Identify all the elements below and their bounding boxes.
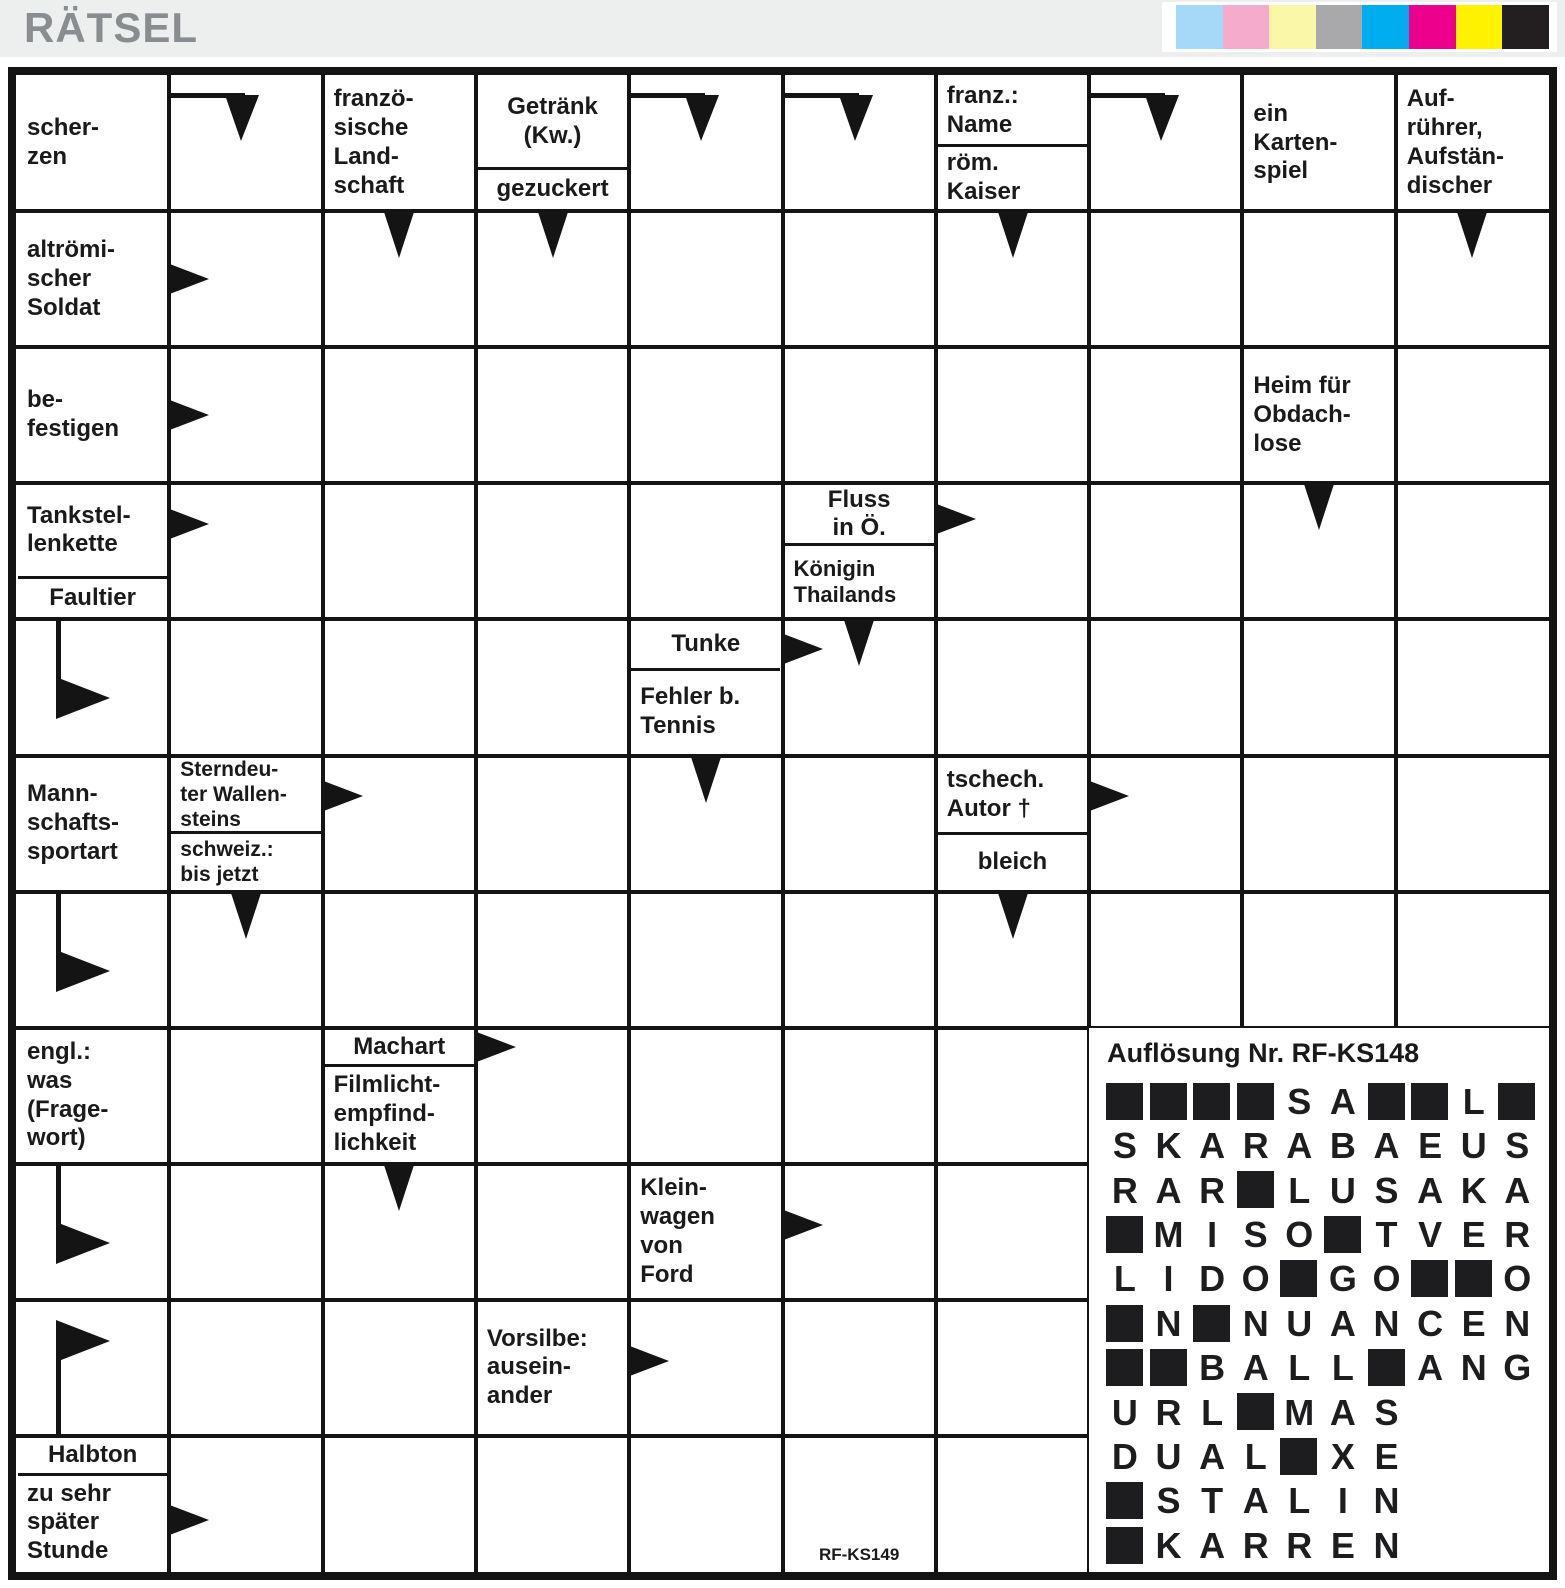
solution-black-square — [1280, 1260, 1317, 1297]
clue-cell — [18, 1030, 167, 1162]
clue-cell — [18, 758, 167, 890]
clue-line: (Frage- — [27, 1095, 109, 1123]
solution-letter: E — [1330, 1524, 1355, 1566]
clue-line: Klein- — [640, 1174, 707, 1202]
solution-grid — [1103, 1080, 1539, 1568]
solution-black-square — [1368, 1349, 1405, 1386]
solution-letter: O — [1503, 1258, 1532, 1300]
clue-text — [938, 758, 1087, 833]
solution-letter: G — [1503, 1347, 1532, 1389]
clue-line: lenkette — [27, 530, 118, 558]
solution-letter: A — [1242, 1480, 1269, 1522]
solution-letter: K — [1155, 1524, 1182, 1566]
solution-letter: O — [1372, 1258, 1401, 1300]
clue-text — [18, 1476, 167, 1570]
color-patch — [1362, 5, 1409, 49]
solution-letter: K — [1460, 1169, 1487, 1211]
clue-line: Stunde — [27, 1537, 109, 1565]
clue-line: Getränk — [507, 93, 598, 121]
clue-text — [18, 1438, 167, 1473]
clue-text — [938, 147, 1087, 209]
clue-line: gezuckert — [496, 175, 609, 203]
grid-line — [16, 1434, 1089, 1438]
solution-letter: S — [1374, 1169, 1399, 1211]
solution-letter: I — [1163, 1258, 1174, 1300]
clue-line: Machart — [353, 1032, 446, 1060]
solution-black-square — [1150, 1349, 1187, 1386]
arrow-down-then-right-icon — [16, 619, 116, 729]
clue-line: Sterndeu- — [180, 757, 279, 781]
arrow-down-then-right-icon — [16, 892, 116, 1002]
clue-line: Filmlicht- — [333, 1071, 441, 1099]
solution-letter: A — [1417, 1169, 1444, 1211]
clue-line: später — [27, 1508, 100, 1536]
clue-line: Tunke — [671, 630, 741, 658]
clue-text — [325, 1067, 474, 1161]
solution-letter: R — [1111, 1169, 1138, 1211]
arrow-right-icon — [781, 633, 825, 665]
clue-text — [478, 170, 627, 209]
clue-line: Karten- — [1253, 128, 1338, 156]
color-patch — [1316, 5, 1363, 49]
solution-black-square — [1368, 1083, 1405, 1120]
solution-letter: U — [1329, 1169, 1356, 1211]
solution-letter: E — [1418, 1125, 1443, 1167]
clue-line: Fluss — [827, 485, 891, 513]
clue-text — [18, 77, 167, 209]
clue-line: engl.: — [27, 1038, 91, 1066]
clue-cell — [18, 77, 167, 209]
solution-black-square — [1280, 1438, 1317, 1475]
clue-line: Aufstän- — [1406, 143, 1505, 171]
clue-text — [18, 349, 167, 481]
grid-line — [321, 75, 325, 1572]
clue-line: scher — [27, 264, 92, 292]
solution-letter: R — [1242, 1524, 1269, 1566]
clue-text — [785, 485, 934, 543]
clue-line: Tankstel- — [27, 501, 131, 529]
clue-cell — [325, 77, 474, 209]
solution-black-square — [1106, 1349, 1143, 1386]
clue-line: discher — [1406, 171, 1493, 199]
solution-letter: S — [1505, 1125, 1530, 1167]
solution-letter: B — [1329, 1125, 1356, 1167]
solution-letter: L — [1288, 1480, 1311, 1522]
arrow-right-icon — [474, 1031, 518, 1063]
arrow-down-icon — [382, 1165, 416, 1215]
solution-letter: N — [1373, 1302, 1400, 1344]
color-patch — [1502, 5, 1549, 49]
solution-letter: U — [1111, 1391, 1138, 1433]
clue-cell — [18, 485, 167, 617]
solution-letter: R — [1155, 1391, 1182, 1433]
clue-text — [1244, 349, 1393, 481]
solution-letter: N — [1373, 1524, 1400, 1566]
grid-line — [1240, 75, 1244, 1028]
clue-line: Halbton — [47, 1440, 138, 1468]
solution-letter: L — [1244, 1435, 1267, 1477]
clue-line: schaft — [333, 171, 405, 199]
clue-line: altrömi- — [27, 235, 116, 263]
solution-letter: N — [1460, 1347, 1487, 1389]
solution-letter: R — [1504, 1213, 1531, 1255]
solution-letter: R — [1199, 1169, 1226, 1211]
solution-letter: E — [1374, 1435, 1399, 1477]
solution-letter: N — [1242, 1302, 1269, 1344]
solution-letter: A — [1199, 1125, 1226, 1167]
solution-letter: K — [1155, 1125, 1182, 1167]
clue-text — [938, 77, 1087, 144]
solution-letter: A — [1199, 1435, 1226, 1477]
solution-letter: U — [1155, 1435, 1182, 1477]
clue-line: spiel — [1253, 157, 1309, 185]
clue-line: schweiz.: — [180, 837, 274, 861]
clue-line: ausein- — [486, 1353, 571, 1381]
solution-letter: M — [1284, 1391, 1315, 1433]
solution-letter: A — [1199, 1524, 1226, 1566]
solution-letter: A — [1373, 1125, 1400, 1167]
clue-cell — [631, 621, 780, 753]
arrow-right-icon — [321, 780, 365, 812]
solution-black-square — [1324, 1216, 1361, 1253]
solution-letter: X — [1330, 1435, 1355, 1477]
solution-letter: L — [1201, 1391, 1224, 1433]
arrow-down-icon — [229, 893, 263, 943]
solution-letter: S — [1374, 1391, 1399, 1433]
clue-line: Ford — [640, 1260, 694, 1288]
clue-cell — [1244, 77, 1393, 209]
clue-line: sische — [333, 114, 409, 142]
clue-cell — [631, 1166, 780, 1298]
arrow-right-icon — [627, 1345, 671, 1377]
clue-line: Auf- — [1406, 85, 1455, 113]
clue-text — [325, 1030, 474, 1065]
solution-letter: L — [1288, 1347, 1311, 1389]
clue-text — [171, 834, 320, 890]
clue-cell — [478, 77, 627, 209]
solution-black-square — [1106, 1482, 1143, 1519]
clue-line: Autor † — [946, 794, 1031, 822]
grid-line — [781, 75, 785, 1572]
clue-line: rührer, — [1406, 114, 1483, 142]
solution-letter: N — [1504, 1302, 1531, 1344]
clue-text — [1244, 77, 1393, 209]
arrow-down-icon — [1302, 484, 1336, 534]
solution-letter: E — [1461, 1213, 1486, 1255]
clue-cell — [18, 213, 167, 345]
grid-line — [16, 1162, 1089, 1166]
solution-black-square — [1106, 1216, 1143, 1253]
color-patch — [1456, 5, 1503, 49]
clue-cell — [18, 349, 167, 481]
solution-letter: A — [1504, 1169, 1531, 1211]
solution-letter: O — [1285, 1213, 1314, 1255]
solution-letter: T — [1375, 1213, 1398, 1255]
solution-black-square — [1237, 1171, 1274, 1208]
solution-letter: B — [1199, 1347, 1226, 1389]
solution-letter: S — [1287, 1080, 1312, 1122]
clue-text — [631, 1166, 780, 1298]
solution-black-square — [1193, 1305, 1230, 1342]
clue-line: bleich — [977, 848, 1048, 876]
clue-line: ander — [486, 1382, 553, 1410]
clue-line: zen — [27, 143, 68, 171]
solution-letter: A — [1417, 1347, 1444, 1389]
clue-cell — [478, 1302, 627, 1434]
solution-letter: U — [1286, 1302, 1313, 1344]
clue-cell — [785, 485, 934, 617]
arrow-right-icon — [781, 1209, 825, 1241]
clue-line: Thailands — [793, 581, 897, 607]
solution-black-square — [1498, 1083, 1535, 1120]
page-title: RÄTSEL — [24, 4, 198, 51]
arrow-down-icon — [536, 212, 570, 262]
solution-letter: T — [1201, 1480, 1224, 1522]
clue-text — [18, 579, 167, 618]
solution-black-square — [1237, 1083, 1274, 1120]
solution-letter: A — [1155, 1169, 1182, 1211]
solution-letter: A — [1329, 1080, 1356, 1122]
solution-letter: R — [1286, 1524, 1313, 1566]
color-patch — [1176, 5, 1223, 49]
clue-line: Tennis — [640, 712, 716, 740]
clue-line: empfind- — [333, 1100, 435, 1128]
clue-line: was — [27, 1066, 73, 1094]
crossword-grid-inner — [16, 75, 1549, 1572]
clue-line: sportart — [27, 837, 118, 865]
clue-text — [18, 1030, 167, 1162]
clue-line: Faultier — [49, 583, 136, 611]
solution-black-square — [1106, 1083, 1143, 1120]
solution-letter: L — [1462, 1080, 1485, 1122]
grid-line — [16, 209, 1549, 213]
solution-letter: S — [1243, 1213, 1268, 1255]
clue-line: wagen — [640, 1202, 715, 1230]
clue-cell — [18, 1438, 167, 1570]
clue-line: tschech. — [946, 766, 1045, 794]
arrow-down-icon — [382, 212, 416, 262]
clue-text — [1398, 77, 1547, 209]
clue-line: be- — [27, 386, 63, 414]
print-color-bar — [1162, 2, 1557, 52]
arrow-left-then-down-icon — [169, 75, 269, 145]
clue-text — [18, 758, 167, 890]
solution-black-square — [1193, 1083, 1230, 1120]
clue-line: franzö- — [333, 85, 414, 113]
clue-line: ein — [1253, 99, 1289, 127]
clue-line: Obdach- — [1253, 400, 1351, 428]
solution-letter: R — [1242, 1125, 1269, 1167]
arrow-down-icon — [842, 620, 876, 670]
arrow-right-icon — [167, 1504, 211, 1536]
arrow-right-with-stem-down-icon — [16, 1300, 116, 1436]
puzzle-ref-label: RF-KS149 — [818, 1545, 900, 1564]
clue-cell — [325, 1030, 474, 1162]
clue-line: Heim für — [1253, 372, 1351, 400]
arrow-right-icon — [934, 503, 978, 535]
clue-text — [631, 671, 780, 754]
clue-line: lichkeit — [333, 1128, 417, 1156]
solution-letter: G — [1328, 1258, 1357, 1300]
arrow-left-then-down-icon — [629, 75, 729, 145]
grid-line — [1394, 75, 1398, 1028]
solution-letter: C — [1417, 1302, 1444, 1344]
clue-text — [631, 621, 780, 667]
solution-letter: D — [1111, 1435, 1138, 1477]
clue-line: steins — [180, 807, 241, 831]
solution-letter: U — [1460, 1125, 1487, 1167]
solution-letter: N — [1373, 1480, 1400, 1522]
clue-line: von — [640, 1231, 683, 1259]
clue-line: Königin — [793, 555, 876, 581]
clue-line: Name — [946, 110, 1013, 138]
color-patch — [1223, 5, 1270, 49]
solution-letter: A — [1329, 1391, 1356, 1433]
clue-text — [18, 213, 167, 345]
arrow-right-icon — [167, 508, 211, 540]
solution-letter: A — [1286, 1125, 1313, 1167]
clue-text — [785, 546, 934, 617]
clue-cell — [1398, 77, 1547, 209]
clue-line: Kaiser — [946, 178, 1021, 206]
color-patch — [1409, 5, 1456, 49]
clue-line: (Kw.) — [523, 122, 582, 150]
grid-line — [16, 617, 1549, 621]
arrow-left-then-down-icon — [1089, 75, 1189, 145]
solution-black-square — [1106, 1527, 1143, 1564]
solution-letter: L — [1331, 1347, 1354, 1389]
clue-cell — [1244, 349, 1393, 481]
color-patch — [1269, 5, 1316, 49]
clue-line: schafts- — [27, 809, 120, 837]
arrow-down-icon — [996, 212, 1030, 262]
clue-line: festigen — [27, 415, 120, 443]
clue-cell — [938, 77, 1087, 209]
clue-line: bis jetzt — [180, 862, 259, 886]
arrow-down-icon — [996, 893, 1030, 943]
solution-letter: D — [1199, 1258, 1226, 1300]
clue-line: röm. — [946, 149, 999, 177]
clue-text — [478, 1302, 627, 1434]
clue-line: Land- — [333, 143, 399, 171]
solution-letter: S — [1112, 1125, 1137, 1167]
arrow-right-icon — [1087, 780, 1131, 812]
clue-line: zu sehr — [27, 1479, 112, 1507]
solution-letter: M — [1153, 1213, 1184, 1255]
arrow-right-icon — [167, 263, 211, 295]
clue-line: ter Wallen- — [180, 782, 287, 806]
solution-letter: I — [1337, 1480, 1348, 1522]
solution-black-square — [1411, 1260, 1448, 1297]
clue-text — [171, 758, 320, 832]
clue-text — [478, 77, 627, 167]
solution-letter: V — [1418, 1213, 1443, 1255]
clue-line: scher- — [27, 114, 100, 142]
clue-line: in Ö. — [832, 514, 886, 542]
solution-letter: L — [1113, 1258, 1136, 1300]
clue-line: Mann- — [27, 780, 98, 808]
solution-letter: A — [1242, 1347, 1269, 1389]
solution-black-square — [1106, 1305, 1143, 1342]
clue-cell — [171, 758, 320, 890]
solution-black-square — [1455, 1260, 1492, 1297]
solution-letter: E — [1461, 1302, 1486, 1344]
arrow-right-icon — [167, 399, 211, 431]
solution-black-square — [1237, 1393, 1274, 1430]
clue-text — [938, 835, 1087, 889]
arrow-down-icon — [1455, 212, 1489, 262]
solution-letter: S — [1156, 1480, 1181, 1522]
arrow-down-icon — [689, 757, 723, 807]
solution-letter: O — [1241, 1258, 1270, 1300]
solution-letter: I — [1207, 1213, 1218, 1255]
solution-letter: A — [1329, 1302, 1356, 1344]
solution-letter: L — [1288, 1169, 1311, 1211]
clue-line: Vorsilbe: — [486, 1324, 588, 1352]
solution-black-square — [1150, 1083, 1187, 1120]
clue-line: wort) — [27, 1124, 86, 1152]
solution-black-square — [1411, 1083, 1448, 1120]
clue-text — [325, 77, 474, 209]
solution-box — [1089, 1028, 1549, 1572]
clue-text — [18, 485, 167, 575]
arrow-down-then-right-icon — [16, 1164, 116, 1274]
solution-letter: N — [1155, 1302, 1182, 1344]
solution-title: Auflösung Nr. RF-KS148 — [1107, 1037, 1420, 1068]
clue-line: Fehler b. — [640, 683, 741, 711]
clue-line: Soldat — [27, 293, 101, 321]
clue-line: lose — [1253, 429, 1302, 457]
arrow-left-then-down-icon — [783, 75, 883, 145]
clue-cell — [938, 758, 1087, 890]
crossword-grid — [8, 67, 1557, 1580]
clue-line: franz.: — [946, 81, 1019, 109]
